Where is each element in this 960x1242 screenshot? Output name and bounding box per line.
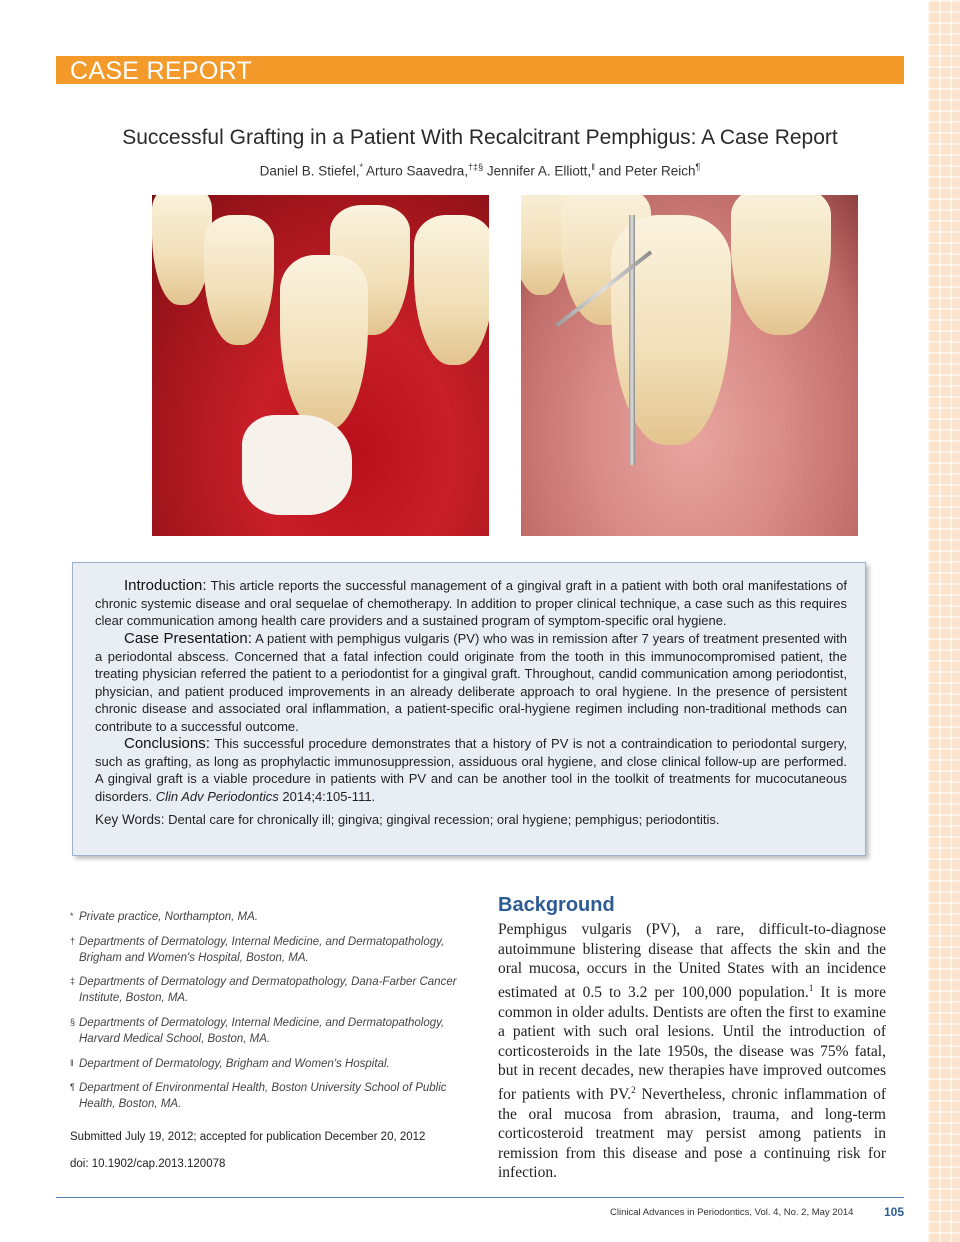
footnote [70, 934, 470, 966]
footnote-mark: § [70, 1017, 76, 1027]
background-body [498, 920, 886, 1183]
graft-tissue [242, 415, 352, 515]
footnote-text: Departments of Dermatology, Internal Medicine, and Dermatopathology, Harvard Medical School, Boston, MA. [79, 1017, 445, 1045]
clinical-photo-probe [521, 195, 858, 536]
periodontal-probe [629, 215, 635, 465]
author-mark: ‖ [591, 162, 595, 172]
abstract-introduction [95, 577, 847, 630]
author-mark: * [359, 162, 363, 172]
footnote-mark: * [70, 911, 74, 921]
tooth-shape [204, 215, 274, 345]
footnote-mark: ‡ [70, 976, 76, 986]
submission-dates: Submitted July 19, 2012; accepted for publication December 20, 2012 [70, 1131, 426, 1143]
decorative-side-strip [928, 0, 960, 1242]
doi: doi: 10.1902/cap.2013.120078 [70, 1158, 226, 1170]
footnote [70, 974, 470, 1006]
section-label: CASE REPORT [70, 57, 253, 85]
journal-info: Clinical Advances in Periodontics, Vol. 4, No. 2, May 2014 [610, 1207, 854, 1218]
abstract-box [72, 562, 866, 856]
footnote-text: Departments of Dermatology, Internal Medicine, and Dermatopathology, Brigham and Women's Hospital, Boston, MA. [79, 936, 445, 964]
abstract-case [95, 630, 847, 735]
footnote [70, 1056, 470, 1072]
conclusions-text: This successful procedure demonstrates that a history of PV is not a contraindication to periodontal surgery, such as grafting, as long as prophylactic immunosuppression, assiduous oral hygiene, and close clinical follow-up are performed. A gingival graft is a viable procedure in patients with PV and can be another tool in the toolkit of treatments for mucocutaneous disorders. [95, 736, 847, 804]
case-text: A patient with pemphigus vulgaris (PV) who was in remission after 7 years of treatment presented with a periodontal abscess. Concerned that a fatal infection could originate from the tooth in this immunocompromised patient, the treating physician referred the patient to a periodontist for a gingival graft. Throughout, candid communication among periodontist, physician, and patient produced improvements in an already deliberate approach to oral hygiene. In the presence of persistent chronic disease and associated oral inflammation, a patient-specific oral-hygiene regimen including non-traditional methods can contribute to a successful outcome. [95, 631, 847, 734]
reference-mark: 1 [808, 982, 814, 993]
background-text: It is more common in older adults. Dentists are often the first to examine a patient with such oral lesions. Until the introduction of corticosteroids in the late 1950s, the disease was 75% fatal, but in recent decades, new therapies have improved outcomes for patients with PV. [498, 983, 886, 1104]
footnote-text: Departments of Dermatology and Dermatopathology, Dana-Farber Cancer Institute, Boston, MA. [79, 976, 457, 1004]
background-heading: Background [498, 894, 615, 916]
tooth-shape [731, 195, 831, 335]
introduction-label: Introduction: [124, 577, 207, 594]
conclusions-label: Conclusions: [124, 735, 210, 752]
background-text: Pemphigus vulgaris (PV), a rare, difficult-to-diagnose autoimmune blistering disease that affects the skin and the oral mucosa, occurs in the United States with an incidence estimated at 0.5 to 3.2 per 100,000 population. [498, 921, 886, 1001]
keywords-label: Key Words: [95, 812, 165, 827]
article-title: Successful Grafting in a Patient With Recalcitrant Pemphigus: A Case Report [122, 126, 838, 149]
author-name: Daniel B. Stiefel, [259, 163, 360, 179]
author-name: Arturo Saavedra, [366, 163, 469, 179]
case-label: Case Presentation: [124, 630, 252, 647]
citation-detail: 2014;4:105-111. [282, 788, 376, 804]
footnote-text: Department of Environmental Health, Boston University School of Public Health, Boston, MA. [79, 1082, 447, 1110]
footnote-text: Private practice, Northampton, MA. [79, 911, 258, 923]
reference-mark: 2 [631, 1084, 636, 1095]
citation-journal: Clin Adv Periodontics [155, 788, 279, 804]
clinical-photo-graft [152, 195, 489, 536]
author-mark: †‡§ [468, 162, 484, 172]
footer-rule [56, 1197, 904, 1198]
tooth-shape [414, 215, 489, 365]
keywords [95, 812, 720, 827]
abstract-conclusions [95, 735, 847, 805]
background-text: Nevertheless, chronic inflammation of the oral mucosa from abrasion, trauma, and long-term corticosteroid treatment may persist among patients in remission from this disease and pose a continuing risk for infection. [498, 1086, 887, 1182]
footnote-mark: ‖ [70, 1058, 74, 1068]
introduction-text: This article reports the successful management of a gingival graft in a patient with both oral manifestations of chronic systemic disease and oral sequelae of chemotherapy. In addition to proper clinical technique, a case such as this requires clear communication among health care providers and a sustained program of symptom-specific oral hygiene. [95, 578, 847, 628]
footnote-mark: † [70, 936, 76, 946]
author-mark: ¶ [695, 162, 701, 172]
keywords-text: Dental care for chronically ill; gingiva; gingival recession; oral hygiene; pemphigus; periodontitis. [168, 812, 720, 827]
footnote [70, 1080, 470, 1112]
tooth-shape [152, 195, 212, 305]
author-name: and Peter Reich [598, 163, 696, 179]
footnote [70, 1015, 470, 1047]
section-banner [56, 56, 904, 84]
tooth-shape [280, 255, 368, 430]
footnote-text: Department of Dermatology, Brigham and Women's Hospital. [79, 1058, 390, 1070]
author-line [56, 162, 904, 179]
footnote-mark: ¶ [70, 1082, 75, 1092]
page-number: 105 [884, 1205, 905, 1219]
author-name: Jennifer A. Elliott, [486, 163, 592, 179]
footnote [70, 909, 470, 925]
